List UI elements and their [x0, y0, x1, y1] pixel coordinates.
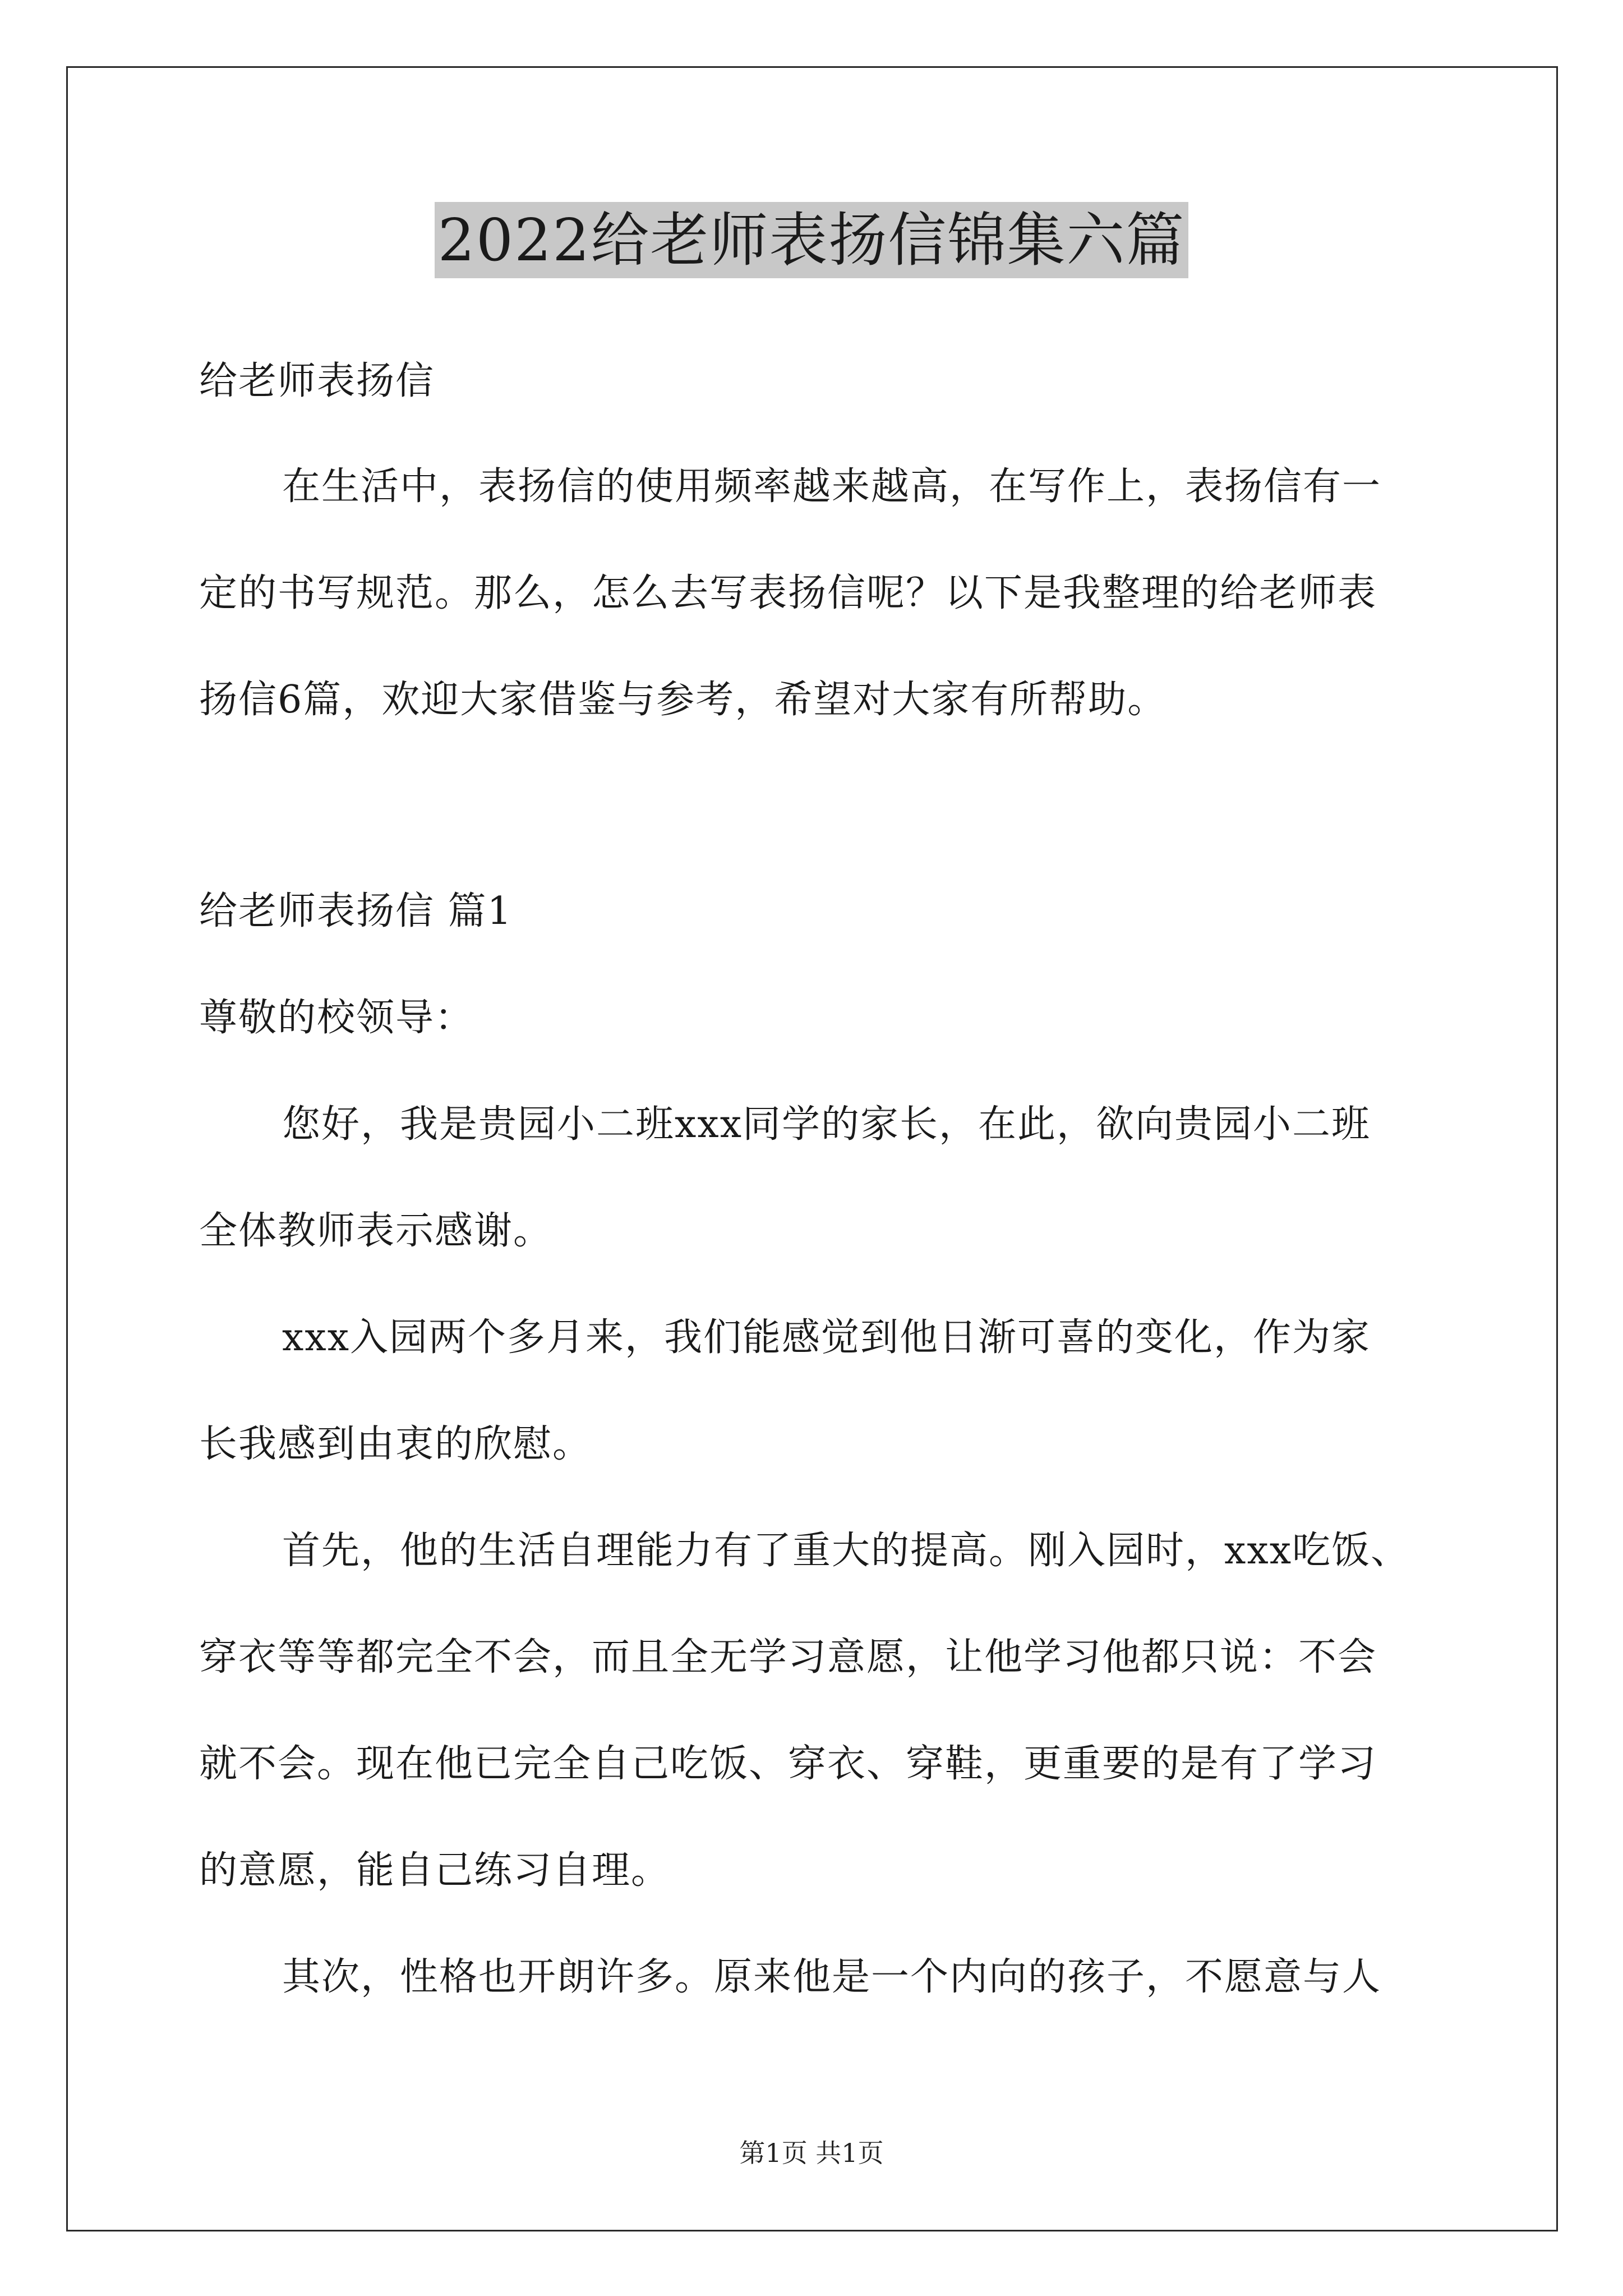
- salutation: 尊敬的校领导：: [199, 996, 474, 1040]
- body-paragraph-line: 的意愿，能自己练习自理。: [199, 1848, 671, 1893]
- body-paragraph-line: 其次，性格也开朗许多。原来他是一个内向的孩子，不愿意与人: [282, 1955, 1382, 1999]
- section-heading: 给老师表扬信: [199, 359, 435, 403]
- document-title: 2022给老师表扬信锦集六篇: [435, 202, 1189, 278]
- body-paragraph-line: 全体教师表示感谢。: [199, 1209, 553, 1253]
- body-paragraph-line: 长我感到由衷的欣慰。: [199, 1422, 592, 1466]
- intro-paragraph-line: 扬信6篇，欢迎大家借鉴与参考，希望对大家有所帮助。: [199, 678, 1167, 722]
- body-paragraph-line: xxx入园两个多月来，我们能感觉到他日渐可喜的变化，作为家: [282, 1315, 1371, 1360]
- body-paragraph-line: 就不会。现在他已完全自己吃饭、穿衣、穿鞋，更重要的是有了学习: [199, 1742, 1377, 1786]
- intro-paragraph-line: 在生活中，表扬信的使用频率越来越高，在写作上，表扬信有一: [282, 464, 1382, 509]
- title-container: [0, 202, 1623, 278]
- intro-paragraph-line: 定的书写规范。那么，怎么去写表扬信呢？以下是我整理的给老师表: [199, 571, 1377, 615]
- body-paragraph-line: 穿衣等等都完全不会，而且全无学习意愿，让他学习他都只说：不会: [199, 1635, 1377, 1680]
- body-paragraph-line: 您好，我是贵园小二班xxx同学的家长，在此，欲向贵园小二班: [282, 1102, 1371, 1147]
- body-paragraph-line: 首先，他的生活自理能力有了重大的提高。刚入园时，xxx吃饭、: [282, 1529, 1410, 1573]
- letter-heading: 给老师表扬信 篇1: [199, 889, 513, 933]
- page-footer: 第1页 共1页: [739, 2138, 884, 2168]
